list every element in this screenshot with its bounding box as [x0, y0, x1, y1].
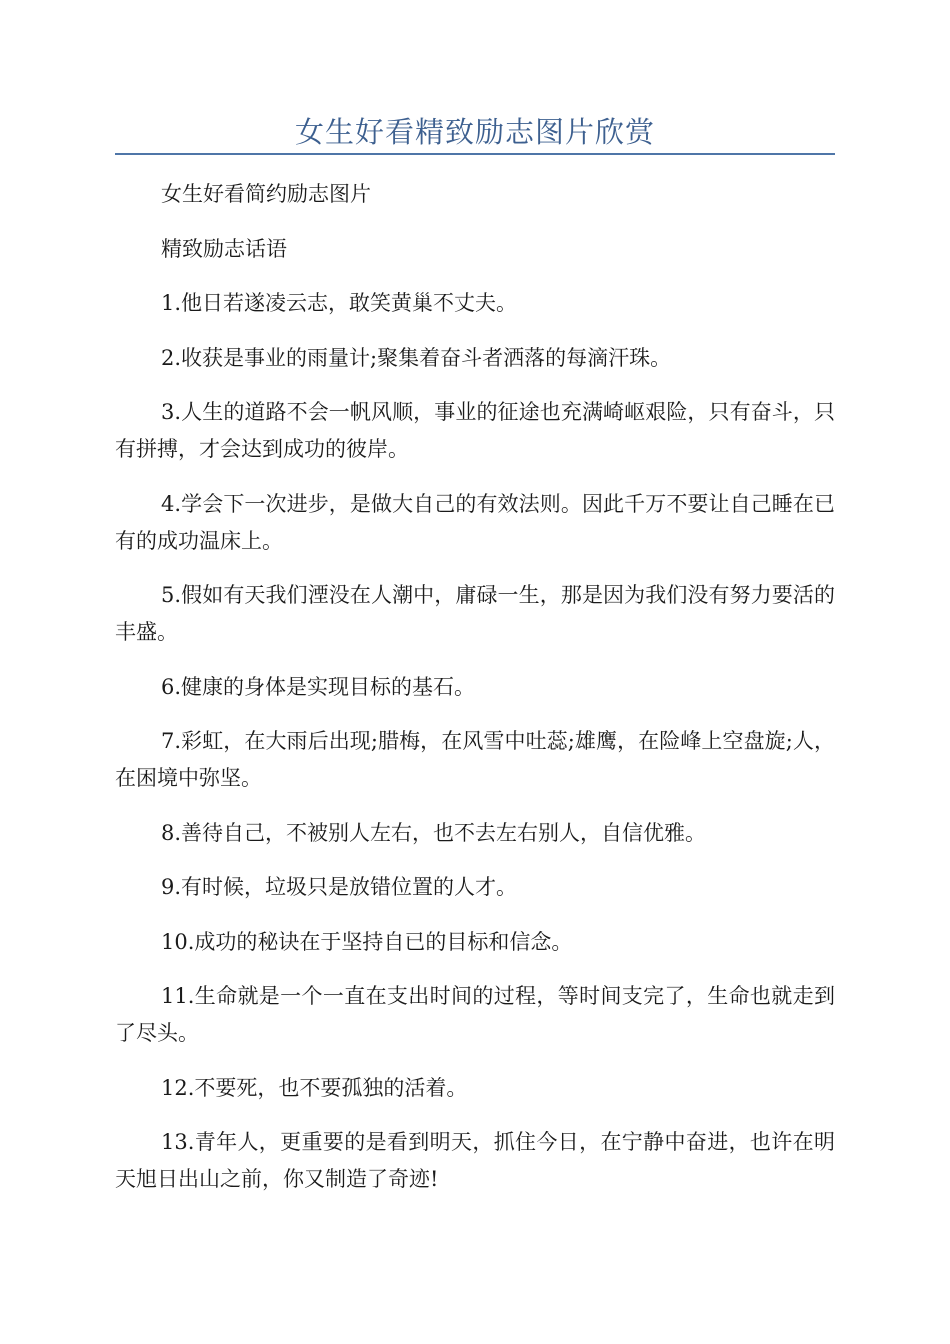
paragraph: 3.人生的道路不会一帆风顺，事业的征途也充满崎岖艰险，只有奋斗，只有拼搏，才会达到成功的彼岸。: [115, 400, 835, 461]
paragraph: 精致励志话语: [161, 236, 287, 261]
paragraph: 8.善待自己，不被别人左右，也不去左右别人，自信优雅。: [161, 820, 707, 845]
paragraph: 2.收获是事业的雨量计;聚集着奋斗者洒落的每滴汗珠。: [161, 345, 672, 370]
title-underline: [115, 153, 835, 155]
paragraph: 12.不要死，也不要孤独的活着。: [161, 1075, 468, 1100]
paragraph: 10.成功的秘诀在于坚持自已的目标和信念。: [161, 929, 573, 954]
paragraph: 6.健康的身体是实现目标的基石。: [161, 674, 476, 699]
paragraph: 女生好看简约励志图片: [161, 182, 371, 206]
paragraph: 13.青年人，更重要的是看到明天，抓住今日，在宁静中奋进，也许在明天旭日出山之前，你又制造了奇迹!: [115, 1130, 835, 1191]
document-body: [115, 176, 835, 1216]
paragraph: 4.学会下一次进步，是做大自己的有效法则。因此千万不要让自己睡在已有的成功温床上。: [115, 491, 835, 553]
paragraph: 1.他日若遂凌云志，敢笑黄巢不丈夫。: [161, 291, 518, 315]
paragraph: 5.假如有天我们湮没在人潮中，庸碌一生，那是因为我们没有努力要活的丰盛。: [115, 583, 835, 644]
paragraph: 7.彩虹，在大雨后出现;腊梅，在风雪中吐蕊;雄鹰，在险峰上空盘旋;人，在困境中弥坚。: [115, 729, 835, 790]
paragraph: 11.生命就是一个一直在支出时间的过程，等时间支完了，生命也就走到了尽头。: [115, 984, 835, 1045]
document-title: 女生好看精致励志图片欣赏: [294, 115, 655, 149]
paragraph: 9.有时候，垃圾只是放错位置的人才。: [161, 875, 518, 899]
